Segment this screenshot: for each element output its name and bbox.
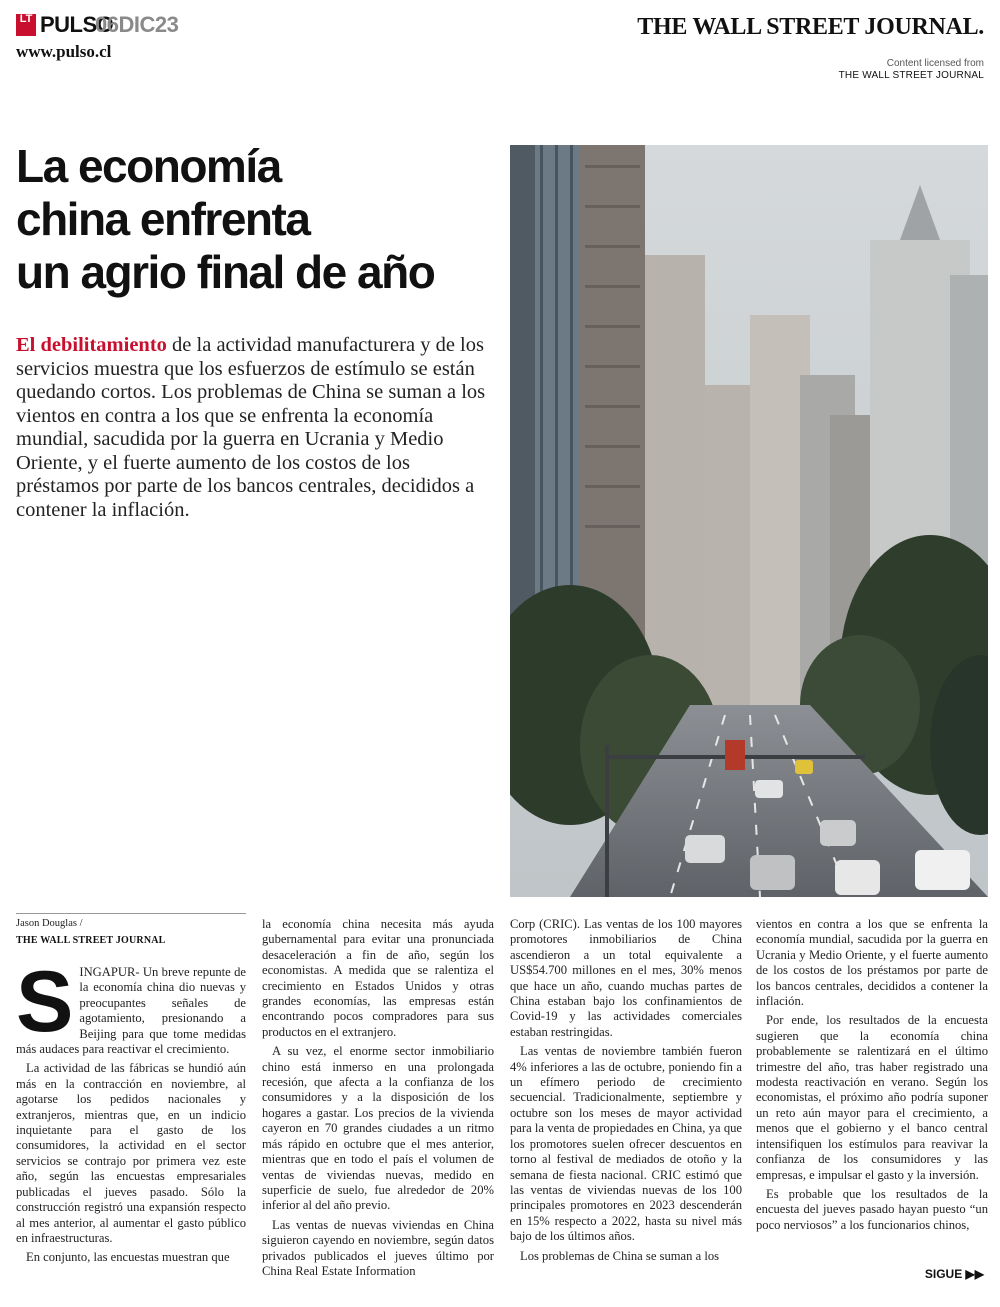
article-column-1 [16,954,246,1270]
deck-lead: El debilitamiento [16,334,167,356]
paragraph: vientos en contra a los que se enfrenta la economía mundial, sacudida por la guerra en Ucrania y Medio Oriente, y el fuerte aumento de los costos de los préstamos por parte de los bancos centrales, decididos a contener la inflación. [756,917,988,1009]
city-street-photo [510,145,988,897]
paragraph: Corp (CRIC). Las ventas de los 100 mayores promotores inmobiliarios de China ascendieron a un total equivalente a US$54.700 millones en el mes, 30% menos que hace un año, cuando muchas partes de China estaban bajo los confinamientos de Covid-19 y las actividades comerciales estaban restringidas. [510,917,742,1039]
continue-label: SIGUE ▶▶ [924,1267,984,1281]
headline-line: La economía [16,140,281,192]
deck-text: de la actividad manufacturera y de los servicios muestra que los esfuerzos de estímulo se están quedando cortos. Los problemas de China se suman a los vientos en contra a los que se enfrenta la economía mundial, sacudida por la guerra en Ucrania y Medio Oriente, y el fuerte aumento de los costos de los préstamos por parte de los bancos centrales, decididos a contener la inflación. [16,334,486,521]
paragraph: Las ventas de nuevas viviendas en China siguieron cayendo en noviembre, según datos privados publicados el jueves último por China Real Estate Information [262,1217,494,1278]
paragraph: SINGAPUR- Un breve repunte de la economía china dio nuevas y preocupantes señales de agotamiento, presionando a Beijing para que tome medidas más audaces para reactivar el crecimiento. [16,954,246,1057]
article-column-2 [262,917,494,1283]
article-column-3 [510,917,742,1268]
dropcap: S [16,954,74,1050]
headline [16,140,496,299]
license-source: THE WALL STREET JOURNAL [838,70,984,81]
paragraph: la economía china necesita más ayuda gubernamental para evitar una pronunciada desaceleración a fin de año, según los economistas. A medida que se ralentiza el crecimiento en Estados Unidos y otras grandes economías, las empresas están encontrando pocos compradores para sus productos en el extranjero. [262,917,494,1039]
la-tercera-logo: LT [16,14,36,36]
section-name: PULSO [40,12,114,37]
paragraph: Los problemas de China se suman a los [520,1248,720,1263]
paragraph: Por ende, los resultados de la encuesta sugieren que la economía china probablemente se ralentizará en el último trimestre del año, tras haber registrado una modesta reactivación en verano. Según los economistas, el próximo año podría suponer un reto aún mayor para el crecimiento, a menos que el gobierno y el banco central intensifiquen los estímulos para reavivar la confianza de los consumidores y las empresas, e impulsar el gasto y la inversión. [756,1013,988,1182]
article-column-4 [756,917,988,1237]
paragraph: A su vez, el enorme sector inmobiliario chino está inmerso en una prolongada recesión, que afecta a la confianza de los consumidores y a la disposición de los hogares a gastar. Los precios de la vivienda cayeron en 70 grandes ciudades a un ritmo más rápido en octubre que el mes anterior, mientras que en todo el país el volumen de ventas de viviendas nuevas, medido en superficie de suelo, fue alrededor de 20% inferior al del año previo. [262,1044,494,1213]
paragraph: La actividad de las fábricas se hundió aún más en la contracción en noviembre, al agotarse los pedidos nacionales y extranjeros, mientras que, en un indicio inquietante para el gasto de los consumidores, la actividad en el sector servicios se contrajo por primera vez este año, según las encuestas empresariales publicadas el jueves pasado. Sólo la construcción registró una expansión respecto al mes anterior, al aumentar el gasto público en infraestructuras. [16,1061,246,1245]
byline-outlet: THE WALL STREET JOURNAL [16,935,166,946]
license-line: Content licensed from [886,58,984,69]
headline-line: un agrio final de año [16,246,435,298]
headline-line: china enfrenta [16,193,310,245]
paragraph: Es probable que los resultados de la encuesta del jueves pasado hayan puesto “un poco nerviosos” a los funcionarios chinos, [756,1186,988,1232]
byline-rule [16,913,246,914]
wsj-logo: THE WALL STREET JOURNAL. [637,14,984,40]
issue-date: 06DIC23 [95,12,179,37]
deck [16,334,496,522]
paragraph: En conjunto, las encuestas muestran que [26,1250,230,1265]
site-url: www.pulso.cl [16,42,112,61]
paragraph: Las ventas de noviembre también fueron 4% inferiores a las de octubre, poniendo fin a un efímero periodo de crecimiento secuencial. Tradicionalmente, septiembre y octubre son los meses de mayor actividad para la venta de propiedades en China, ya que los promotores suelen ofrecer descuentos en torno al festival de mediados de otoño y la semana de fiesta nacional. CRIC estimó que las ventas de viviendas nuevas de los 100 principales promotores en 2023 descenderán en 15% respecto a 2022, hasta su nivel más bajo de los últimos años. [510,1044,742,1244]
author: Jason Douglas / [16,918,83,929]
